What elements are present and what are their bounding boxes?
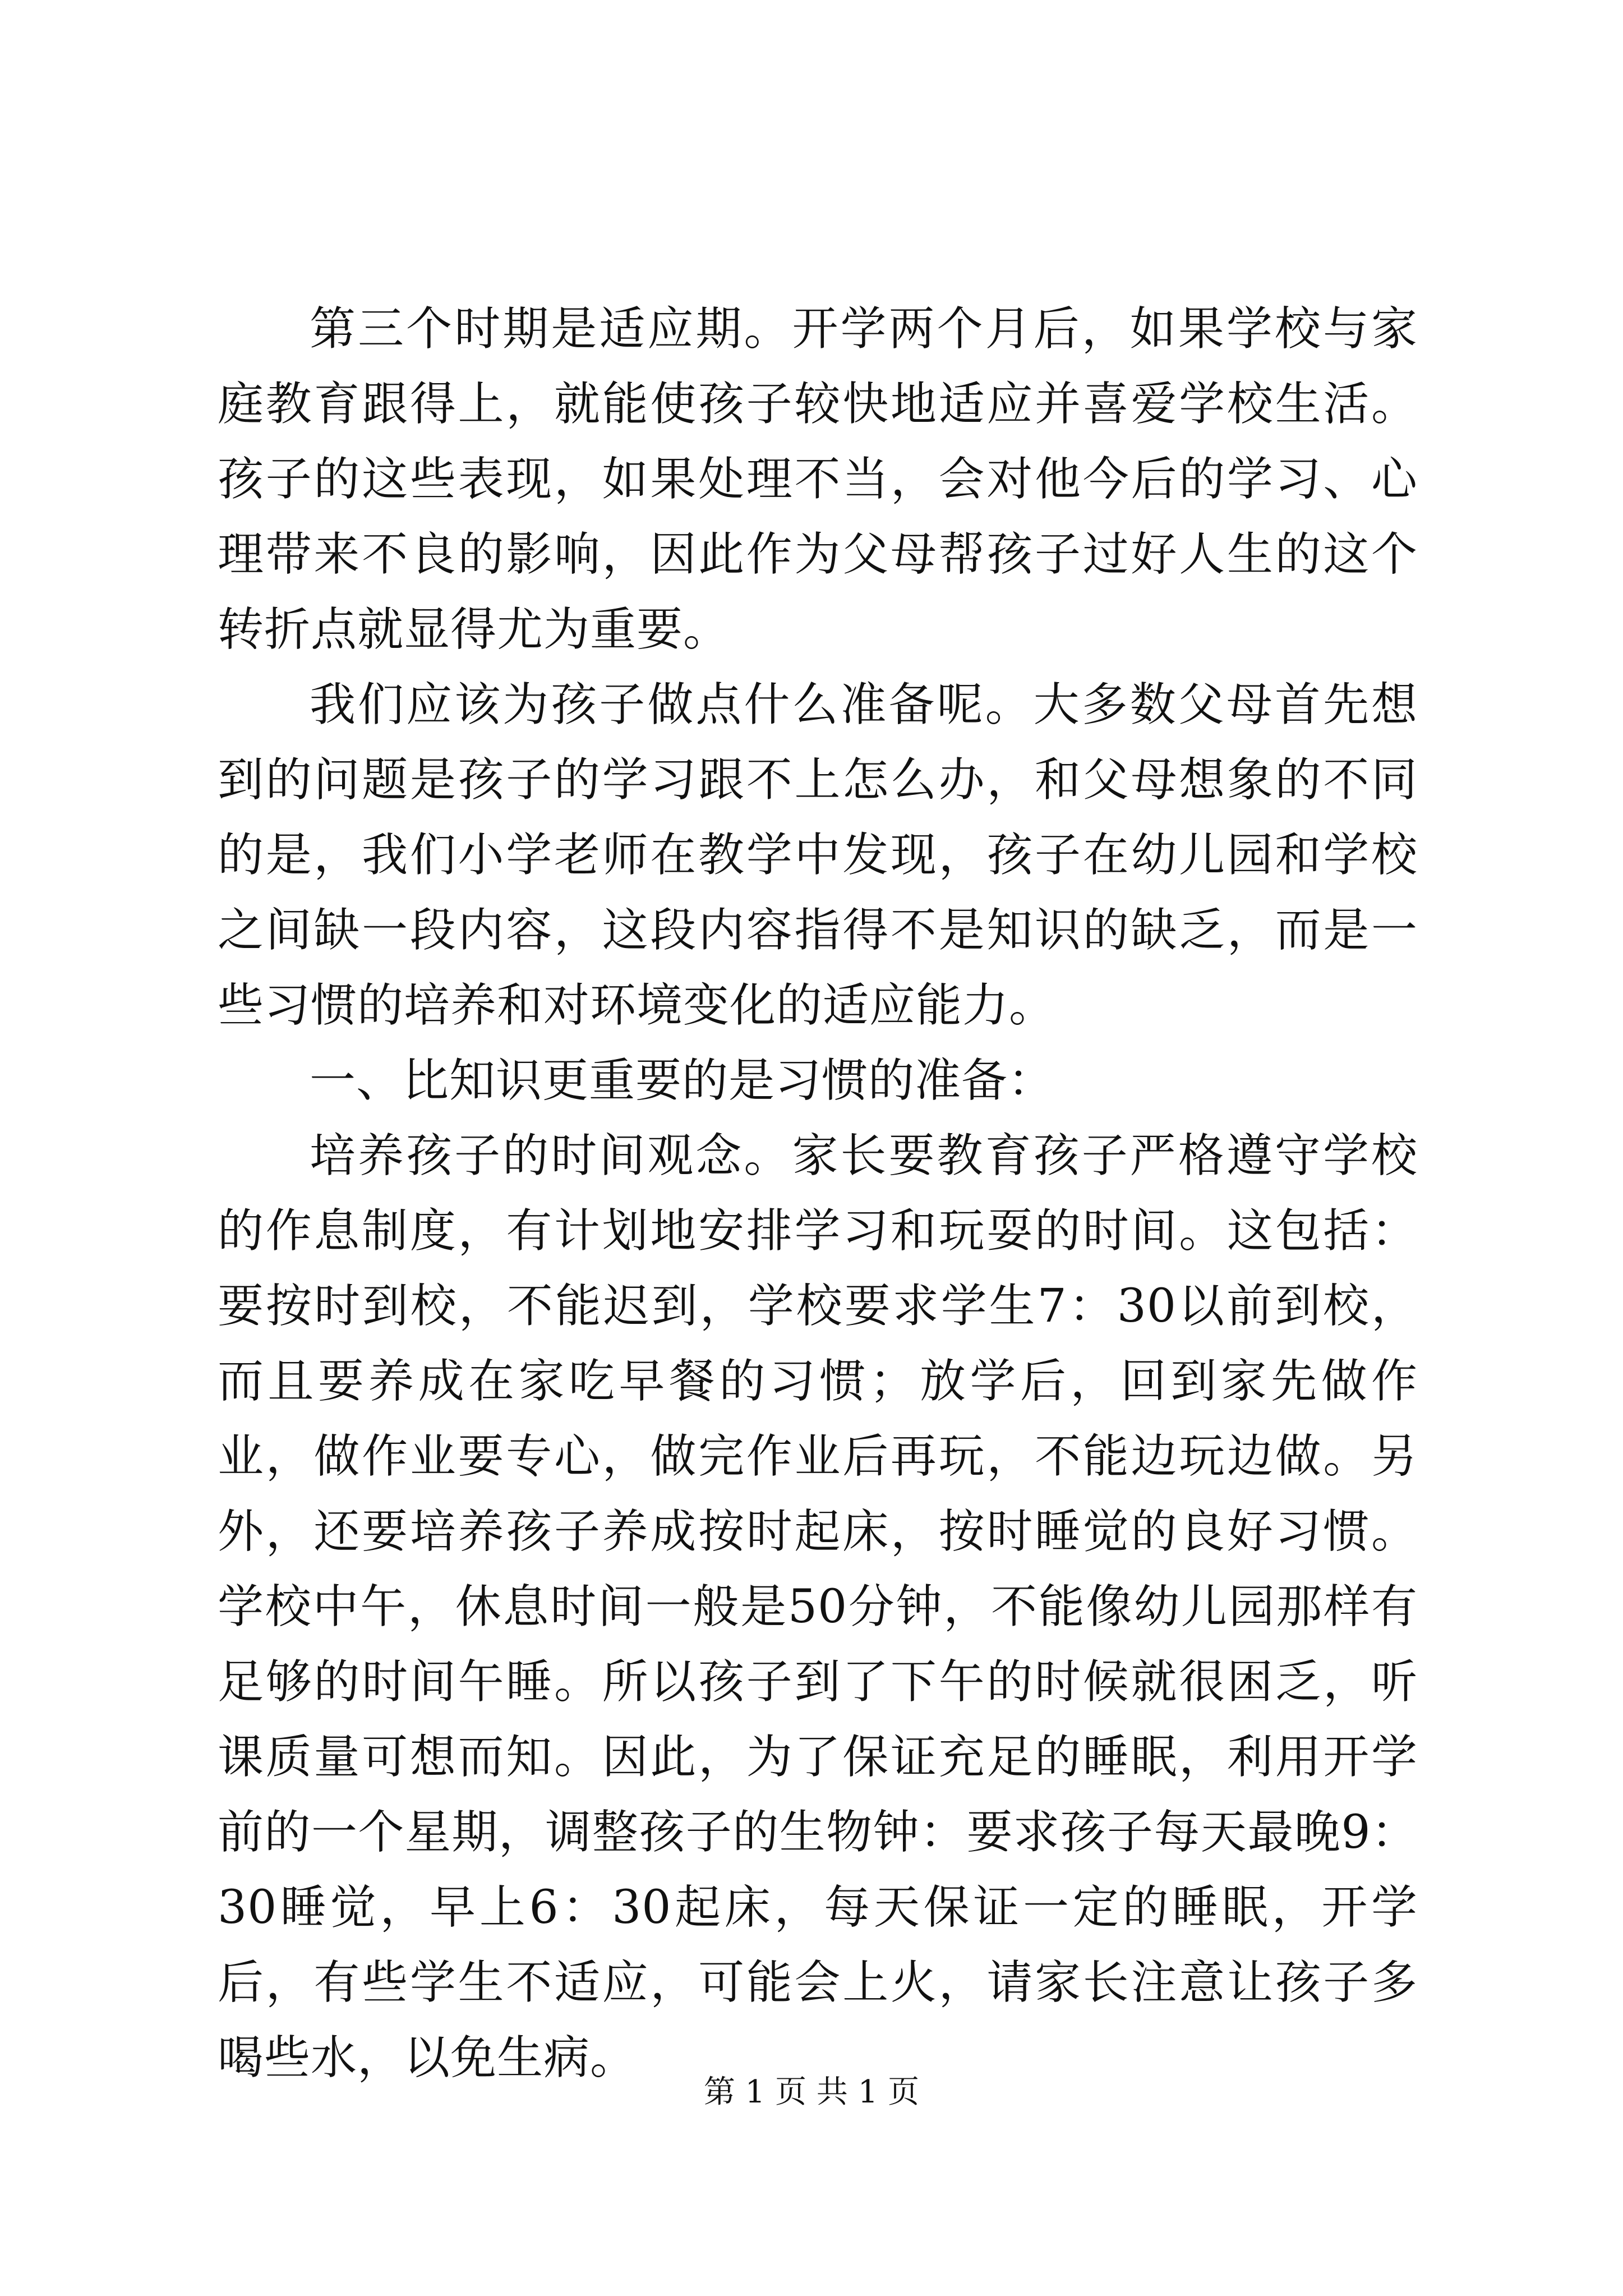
page-footer: 第 1 页 共 1 页: [703, 2074, 920, 2110]
paragraph-preparation-question: 我们应该为孩子做点什么准备呢。大多数父母首先想到的问题是孩子的学习跟不上怎么办，和父母想象的不同的是，我们小学老师在教学中发现，孩子在幼儿园和学校之间缺一段内容，这段内容指得不是知识的缺乏，而是一些习惯的培养和对环境变化的适应能力。: [218, 678, 1418, 1032]
paragraph-time-concept: 培养孩子的时间观念。家长要教育孩子严格遵守学校的作息制度，有计划地安排学习和玩耍的时间。这包括：要按时到校，不能迟到，学校要求学生7：30以前到校，而且要养成在家吃早餐的习惯；放学后，回到家先做作业，做作业要专心，做完作业后再玩，不能边玩边做。另外，还要培养孩子养成按时起床，按时睡觉的良好习惯。学校中午，休息时间一般是50分钟，不能像幼儿园那样有足够的时间午睡。所以孩子到了下午的时候就很困乏，听课质量可想而知。因此，为了保证充足的睡眠，利用开学前的一个星期，调整孩子的生物钟：要求孩子每天最晚9：30睡觉，早上6：30起床，每天保证一定的睡眠，开学后，有些学生不适应，可能会上火，请家长注意让孩子多喝些水，以免生病。: [218, 1129, 1418, 2085]
section-heading-habits: 一、比知识更重要的是习惯的准备：: [310, 1054, 1055, 1107]
paragraph-adaptation-period: 第三个时期是适应期。开学两个月后，如果学校与家庭教育跟得上，就能使孩子较快地适应并喜爱学校生活。孩子的这些表现，如果处理不当，会对他今后的学习、心理带来不良的影响，因此作为父母帮孩子过好人生的这个转折点就显得尤为重要。: [218, 302, 1418, 656]
document-body: [218, 292, 1418, 2096]
